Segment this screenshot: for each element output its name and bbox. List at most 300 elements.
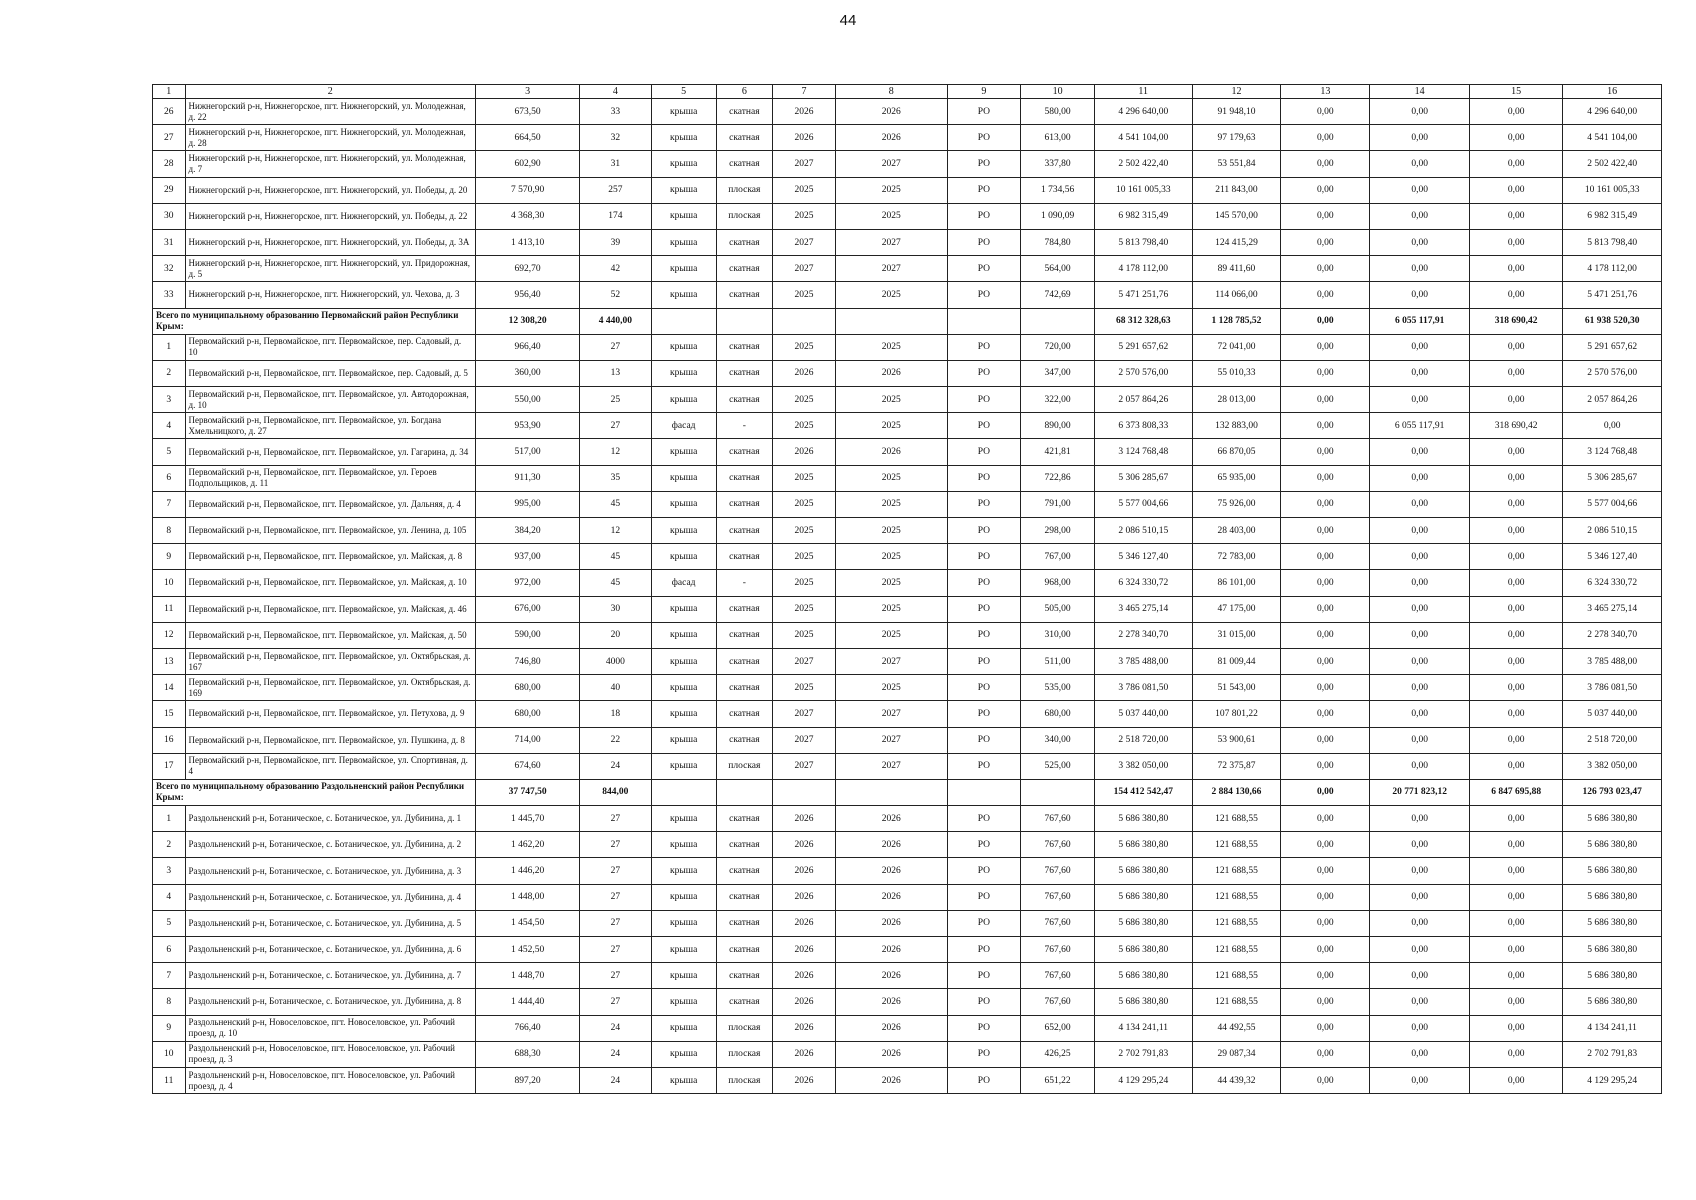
cell-c12: 121 688,55 — [1192, 989, 1281, 1015]
address-cell: Первомайский р-н, Первомайское, пгт. Первомайское, ул. Петухова, д. 9 — [185, 701, 476, 727]
cell-c8: 2025 — [835, 570, 947, 596]
cell-c15: 0,00 — [1470, 937, 1563, 963]
cell-c7: 2025 — [773, 465, 836, 491]
cell-c10: 767,00 — [1021, 544, 1095, 570]
cell-c8: 2025 — [835, 413, 947, 439]
cell-c6: скатная — [716, 439, 772, 465]
cell-c4: 12 — [580, 439, 652, 465]
cell-c7: 2027 — [773, 648, 836, 674]
cell-c7: 2026 — [773, 1067, 836, 1093]
total-cell-c16: 126 793 023,47 — [1563, 779, 1662, 805]
address-cell: Раздольненский р-н, Ботаническое, с. Ботаническое, ул. Дубинина, д. 6 — [185, 937, 476, 963]
cell-c9: РО — [947, 99, 1021, 125]
cell-c11: 5 686 380,80 — [1094, 858, 1192, 884]
cell-c3: 714,00 — [476, 727, 580, 753]
cell-c12: 121 688,55 — [1192, 806, 1281, 832]
row-number: 15 — [153, 701, 186, 727]
table-row — [153, 203, 1662, 229]
row-number: 9 — [153, 1015, 186, 1041]
row-number: 31 — [153, 229, 186, 255]
total-cell-c6 — [716, 779, 772, 805]
cell-c6: плоская — [716, 1041, 772, 1067]
table-row — [153, 596, 1662, 622]
cell-c13: 0,00 — [1281, 570, 1370, 596]
cell-c13: 0,00 — [1281, 884, 1370, 910]
cell-c11: 2 518 720,00 — [1094, 727, 1192, 753]
cell-c12: 121 688,55 — [1192, 963, 1281, 989]
cell-c4: 45 — [580, 544, 652, 570]
cell-c3: 1 462,20 — [476, 832, 580, 858]
cell-c9: РО — [947, 884, 1021, 910]
cell-c4: 24 — [580, 753, 652, 779]
cell-c14: 0,00 — [1370, 439, 1470, 465]
cell-c13: 0,00 — [1281, 203, 1370, 229]
cell-c15: 0,00 — [1470, 806, 1563, 832]
address-cell: Раздольненский р-н, Ботаническое, с. Ботаническое, ул. Дубинина, д. 3 — [185, 858, 476, 884]
cell-c3: 746,80 — [476, 648, 580, 674]
cell-c13: 0,00 — [1281, 491, 1370, 517]
cell-c4: 31 — [580, 151, 652, 177]
row-number: 3 — [153, 387, 186, 413]
cell-c9: РО — [947, 701, 1021, 727]
table-row — [153, 544, 1662, 570]
cell-c10: 298,00 — [1021, 518, 1095, 544]
cell-c4: 257 — [580, 177, 652, 203]
address-cell: Первомайский р-н, Первомайское, пгт. Первомайское, ул. Ленина, д. 105 — [185, 518, 476, 544]
cell-c5: крыша — [651, 282, 716, 308]
cell-c5: крыша — [651, 518, 716, 544]
cell-c6: скатная — [716, 622, 772, 648]
cell-c9: РО — [947, 832, 1021, 858]
cell-c7: 2025 — [773, 282, 836, 308]
cell-c10: 722,86 — [1021, 465, 1095, 491]
row-number: 10 — [153, 570, 186, 596]
table-row — [153, 570, 1662, 596]
cell-c11: 4 134 241,11 — [1094, 1015, 1192, 1041]
cell-c10: 525,00 — [1021, 753, 1095, 779]
table-row — [153, 832, 1662, 858]
row-number: 11 — [153, 1067, 186, 1093]
cell-c5: крыша — [651, 701, 716, 727]
column-number: 3 — [476, 85, 580, 99]
cell-c11: 3 465 275,14 — [1094, 596, 1192, 622]
table-row — [153, 282, 1662, 308]
cell-c9: РО — [947, 910, 1021, 936]
cell-c8: 2026 — [835, 1015, 947, 1041]
cell-c11: 2 570 576,00 — [1094, 360, 1192, 386]
cell-c9: РО — [947, 151, 1021, 177]
cell-c10: 742,69 — [1021, 282, 1095, 308]
cell-c14: 0,00 — [1370, 465, 1470, 491]
table-row — [153, 518, 1662, 544]
cell-c10: 890,00 — [1021, 413, 1095, 439]
cell-c15: 0,00 — [1470, 675, 1563, 701]
total-cell-c14: 6 055 117,91 — [1370, 308, 1470, 334]
cell-c6: скатная — [716, 648, 772, 674]
cell-c13: 0,00 — [1281, 544, 1370, 570]
cell-c9: РО — [947, 1067, 1021, 1093]
row-number: 7 — [153, 963, 186, 989]
cell-c9: РО — [947, 256, 1021, 282]
row-number: 6 — [153, 937, 186, 963]
cell-c8: 2025 — [835, 622, 947, 648]
total-cell-c4: 844,00 — [580, 779, 652, 805]
page-number: 44 — [839, 12, 857, 29]
address-cell: Раздольненский р-н, Новоселовское, пгт. Новоселовское, ул. Рабочий проезд, д. 3 — [185, 1041, 476, 1067]
cell-c3: 956,40 — [476, 282, 580, 308]
row-number: 4 — [153, 413, 186, 439]
cell-c4: 22 — [580, 727, 652, 753]
cell-c9: РО — [947, 648, 1021, 674]
cell-c15: 0,00 — [1470, 832, 1563, 858]
address-cell: Нижнегорский р-н, Нижнегорское, пгт. Нижнегорский, ул. Победы, д. 22 — [185, 203, 476, 229]
cell-c14: 0,00 — [1370, 229, 1470, 255]
cell-c3: 664,50 — [476, 125, 580, 151]
cell-c6: скатная — [716, 360, 772, 386]
cell-c13: 0,00 — [1281, 989, 1370, 1015]
cell-c15: 0,00 — [1470, 203, 1563, 229]
cell-c8: 2027 — [835, 727, 947, 753]
table-row — [153, 125, 1662, 151]
cell-c7: 2025 — [773, 544, 836, 570]
cell-c12: 29 087,34 — [1192, 1041, 1281, 1067]
cell-c16: 4 296 640,00 — [1563, 99, 1662, 125]
cell-c8: 2027 — [835, 701, 947, 727]
column-number: 15 — [1470, 85, 1563, 99]
cell-c4: 27 — [580, 910, 652, 936]
cell-c15: 0,00 — [1470, 518, 1563, 544]
row-number: 17 — [153, 753, 186, 779]
cell-c3: 953,90 — [476, 413, 580, 439]
cell-c10: 651,22 — [1021, 1067, 1095, 1093]
table-row — [153, 989, 1662, 1015]
address-cell: Нижнегорский р-н, Нижнегорское, пгт. Нижнегорский, ул. Придорожная, д. 5 — [185, 256, 476, 282]
cell-c16: 5 686 380,80 — [1563, 832, 1662, 858]
address-cell: Нижнегорский р-н, Нижнегорское, пгт. Нижнегорский, ул. Чехова, д. 3 — [185, 282, 476, 308]
cell-c11: 2 502 422,40 — [1094, 151, 1192, 177]
cell-c13: 0,00 — [1281, 1015, 1370, 1041]
cell-c6: скатная — [716, 491, 772, 517]
cell-c14: 0,00 — [1370, 1015, 1470, 1041]
cell-c4: 45 — [580, 491, 652, 517]
cell-c9: РО — [947, 439, 1021, 465]
cell-c14: 0,00 — [1370, 203, 1470, 229]
cell-c6: скатная — [716, 229, 772, 255]
municipality-total-row — [153, 779, 1662, 805]
cell-c4: 24 — [580, 1067, 652, 1093]
cell-c10: 580,00 — [1021, 99, 1095, 125]
cell-c4: 18 — [580, 701, 652, 727]
address-cell: Первомайский р-н, Первомайское, пгт. Первомайское, ул. Майская, д. 46 — [185, 596, 476, 622]
cell-c3: 590,00 — [476, 622, 580, 648]
column-number: 13 — [1281, 85, 1370, 99]
cell-c13: 0,00 — [1281, 125, 1370, 151]
address-cell: Нижнегорский р-н, Нижнегорское, пгт. Нижнегорский, ул. Молодежная, д. 7 — [185, 151, 476, 177]
cell-c6: скатная — [716, 596, 772, 622]
cell-c11: 5 037 440,00 — [1094, 701, 1192, 727]
column-number: 10 — [1021, 85, 1095, 99]
cell-c8: 2025 — [835, 596, 947, 622]
cell-c11: 5 291 657,62 — [1094, 334, 1192, 360]
cell-c5: крыша — [651, 989, 716, 1015]
cell-c14: 0,00 — [1370, 282, 1470, 308]
cell-c15: 0,00 — [1470, 570, 1563, 596]
cell-c6: скатная — [716, 465, 772, 491]
cell-c5: крыша — [651, 937, 716, 963]
cell-c7: 2026 — [773, 360, 836, 386]
cell-c16: 5 037 440,00 — [1563, 701, 1662, 727]
cell-c3: 1 448,00 — [476, 884, 580, 910]
total-cell-c13: 0,00 — [1281, 308, 1370, 334]
address-cell: Раздольненский р-н, Новоселовское, пгт. Новоселовское, ул. Рабочий проезд, д. 10 — [185, 1015, 476, 1041]
cell-c13: 0,00 — [1281, 282, 1370, 308]
cell-c6: скатная — [716, 884, 772, 910]
cell-c16: 3 382 050,00 — [1563, 753, 1662, 779]
cell-c7: 2027 — [773, 701, 836, 727]
cell-c14: 0,00 — [1370, 518, 1470, 544]
cell-c16: 2 502 422,40 — [1563, 151, 1662, 177]
cell-c16: 5 686 380,80 — [1563, 884, 1662, 910]
cell-c6: скатная — [716, 989, 772, 1015]
cell-c11: 5 686 380,80 — [1094, 884, 1192, 910]
cell-c14: 0,00 — [1370, 910, 1470, 936]
cell-c12: 72 041,00 — [1192, 334, 1281, 360]
cell-c12: 145 570,00 — [1192, 203, 1281, 229]
cell-c7: 2026 — [773, 806, 836, 832]
cell-c7: 2025 — [773, 177, 836, 203]
cell-c5: фасад — [651, 413, 716, 439]
row-number: 16 — [153, 727, 186, 753]
table-row — [153, 439, 1662, 465]
cell-c8: 2027 — [835, 151, 947, 177]
cell-c6: плоская — [716, 1015, 772, 1041]
cell-c14: 0,00 — [1370, 989, 1470, 1015]
cell-c14: 0,00 — [1370, 753, 1470, 779]
address-cell: Первомайский р-н, Первомайское, пгт. Первомайское, ул. Автодорожная, д. 10 — [185, 387, 476, 413]
row-number: 2 — [153, 360, 186, 386]
cell-c14: 0,00 — [1370, 648, 1470, 674]
cell-c11: 4 129 295,24 — [1094, 1067, 1192, 1093]
cell-c3: 766,40 — [476, 1015, 580, 1041]
cell-c12: 107 801,22 — [1192, 701, 1281, 727]
address-cell: Раздольненский р-н, Ботаническое, с. Ботаническое, ул. Дубинина, д. 7 — [185, 963, 476, 989]
table-row — [153, 413, 1662, 439]
cell-c7: 2026 — [773, 1041, 836, 1067]
total-cell-c9 — [947, 779, 1021, 805]
cell-c10: 767,60 — [1021, 884, 1095, 910]
cell-c8: 2025 — [835, 334, 947, 360]
row-number: 29 — [153, 177, 186, 203]
cell-c8: 2025 — [835, 491, 947, 517]
cell-c15: 0,00 — [1470, 622, 1563, 648]
cell-c10: 426,25 — [1021, 1041, 1095, 1067]
table-row — [153, 858, 1662, 884]
cell-c8: 2026 — [835, 439, 947, 465]
capital-repair-table — [152, 84, 1662, 1094]
cell-c11: 3 786 081,50 — [1094, 675, 1192, 701]
cell-c16: 3 124 768,48 — [1563, 439, 1662, 465]
address-cell: Первомайский р-н, Первомайское, пгт. Первомайское, ул. Октябрьская, д. 167 — [185, 648, 476, 674]
cell-c3: 937,00 — [476, 544, 580, 570]
cell-c7: 2027 — [773, 256, 836, 282]
table-row — [153, 622, 1662, 648]
table-row — [153, 334, 1662, 360]
cell-c10: 340,00 — [1021, 727, 1095, 753]
cell-c4: 174 — [580, 203, 652, 229]
cell-c15: 0,00 — [1470, 544, 1563, 570]
cell-c3: 1 413,10 — [476, 229, 580, 255]
cell-c15: 0,00 — [1470, 989, 1563, 1015]
cell-c13: 0,00 — [1281, 465, 1370, 491]
cell-c13: 0,00 — [1281, 701, 1370, 727]
cell-c11: 2 057 864,26 — [1094, 387, 1192, 413]
cell-c8: 2027 — [835, 753, 947, 779]
total-cell-c3: 12 308,20 — [476, 308, 580, 334]
row-number: 5 — [153, 439, 186, 465]
address-cell: Первомайский р-н, Первомайское, пгт. Первомайское, ул. Гагарина, д. 34 — [185, 439, 476, 465]
cell-c3: 1 444,40 — [476, 989, 580, 1015]
cell-c8: 2026 — [835, 360, 947, 386]
cell-c6: скатная — [716, 675, 772, 701]
cell-c5: фасад — [651, 570, 716, 596]
table-row — [153, 806, 1662, 832]
cell-c8: 2025 — [835, 518, 947, 544]
cell-c13: 0,00 — [1281, 937, 1370, 963]
cell-c12: 55 010,33 — [1192, 360, 1281, 386]
cell-c14: 0,00 — [1370, 806, 1470, 832]
cell-c11: 2 278 340,70 — [1094, 622, 1192, 648]
cell-c4: 27 — [580, 413, 652, 439]
cell-c14: 0,00 — [1370, 544, 1470, 570]
cell-c4: 24 — [580, 1015, 652, 1041]
cell-c5: крыша — [651, 1015, 716, 1041]
cell-c10: 767,60 — [1021, 806, 1095, 832]
cell-c6: скатная — [716, 806, 772, 832]
cell-c11: 2 702 791,83 — [1094, 1041, 1192, 1067]
cell-c13: 0,00 — [1281, 99, 1370, 125]
table-row — [153, 387, 1662, 413]
cell-c12: 97 179,63 — [1192, 125, 1281, 151]
cell-c13: 0,00 — [1281, 910, 1370, 936]
cell-c7: 2025 — [773, 518, 836, 544]
row-number: 11 — [153, 596, 186, 622]
cell-c12: 121 688,55 — [1192, 832, 1281, 858]
cell-c5: крыша — [651, 125, 716, 151]
row-number: 4 — [153, 884, 186, 910]
cell-c9: РО — [947, 570, 1021, 596]
column-number: 11 — [1094, 85, 1192, 99]
total-cell-c5 — [651, 779, 716, 805]
table-row — [153, 753, 1662, 779]
total-cell-c7 — [773, 308, 836, 334]
cell-c7: 2026 — [773, 832, 836, 858]
cell-c16: 2 702 791,83 — [1563, 1041, 1662, 1067]
cell-c8: 2025 — [835, 465, 947, 491]
cell-c13: 0,00 — [1281, 832, 1370, 858]
address-cell: Раздольненский р-н, Новоселовское, пгт. Новоселовское, ул. Рабочий проезд, д. 4 — [185, 1067, 476, 1093]
cell-c8: 2026 — [835, 1041, 947, 1067]
cell-c8: 2025 — [835, 177, 947, 203]
cell-c15: 0,00 — [1470, 753, 1563, 779]
cell-c9: РО — [947, 518, 1021, 544]
cell-c5: крыша — [651, 963, 716, 989]
total-cell-c6 — [716, 308, 772, 334]
cell-c5: крыша — [651, 675, 716, 701]
cell-c12: 121 688,55 — [1192, 910, 1281, 936]
cell-c12: 28 013,00 — [1192, 387, 1281, 413]
cell-c11: 5 686 380,80 — [1094, 963, 1192, 989]
cell-c8: 2025 — [835, 544, 947, 570]
table-row — [153, 963, 1662, 989]
cell-c11: 5 686 380,80 — [1094, 937, 1192, 963]
cell-c16: 5 306 285,67 — [1563, 465, 1662, 491]
row-number: 14 — [153, 675, 186, 701]
cell-c6: скатная — [716, 334, 772, 360]
total-cell-c13: 0,00 — [1281, 779, 1370, 805]
cell-c7: 2025 — [773, 596, 836, 622]
cell-c13: 0,00 — [1281, 596, 1370, 622]
cell-c3: 674,60 — [476, 753, 580, 779]
cell-c11: 4 296 640,00 — [1094, 99, 1192, 125]
cell-c3: 517,00 — [476, 439, 580, 465]
row-number: 32 — [153, 256, 186, 282]
cell-c3: 688,30 — [476, 1041, 580, 1067]
table-row — [153, 701, 1662, 727]
total-cell-c5 — [651, 308, 716, 334]
cell-c12: 47 175,00 — [1192, 596, 1281, 622]
cell-c11: 5 813 798,40 — [1094, 229, 1192, 255]
cell-c6: скатная — [716, 937, 772, 963]
cell-c12: 44 439,32 — [1192, 1067, 1281, 1093]
cell-c4: 27 — [580, 858, 652, 884]
cell-c15: 0,00 — [1470, 125, 1563, 151]
table-row — [153, 727, 1662, 753]
cell-c9: РО — [947, 282, 1021, 308]
cell-c15: 0,00 — [1470, 701, 1563, 727]
cell-c3: 897,20 — [476, 1067, 580, 1093]
address-cell: Нижнегорский р-н, Нижнегорское, пгт. Нижнегорский, ул. Победы, д. 3А — [185, 229, 476, 255]
cell-c4: 39 — [580, 229, 652, 255]
cell-c13: 0,00 — [1281, 963, 1370, 989]
cell-c14: 0,00 — [1370, 675, 1470, 701]
total-cell-c8 — [835, 308, 947, 334]
cell-c10: 310,00 — [1021, 622, 1095, 648]
cell-c4: 30 — [580, 596, 652, 622]
cell-c15: 0,00 — [1470, 1067, 1563, 1093]
table-row — [153, 256, 1662, 282]
total-label: Всего по муниципальному образованию Раздольненский район Республики Крым: — [153, 779, 476, 805]
cell-c16: 5 471 251,76 — [1563, 282, 1662, 308]
cell-c14: 0,00 — [1370, 177, 1470, 203]
cell-c5: крыша — [651, 229, 716, 255]
row-number: 7 — [153, 491, 186, 517]
cell-c13: 0,00 — [1281, 675, 1370, 701]
cell-c16: 5 686 380,80 — [1563, 937, 1662, 963]
cell-c15: 0,00 — [1470, 177, 1563, 203]
cell-c16: 4 129 295,24 — [1563, 1067, 1662, 1093]
cell-c16: 5 686 380,80 — [1563, 858, 1662, 884]
cell-c13: 0,00 — [1281, 622, 1370, 648]
row-number: 10 — [153, 1041, 186, 1067]
cell-c12: 86 101,00 — [1192, 570, 1281, 596]
cell-c7: 2026 — [773, 963, 836, 989]
cell-c10: 767,60 — [1021, 910, 1095, 936]
cell-c9: РО — [947, 596, 1021, 622]
cell-c9: РО — [947, 544, 1021, 570]
cell-c12: 65 935,00 — [1192, 465, 1281, 491]
cell-c15: 0,00 — [1470, 910, 1563, 936]
address-cell: Раздольненский р-н, Ботаническое, с. Ботаническое, ул. Дубинина, д. 2 — [185, 832, 476, 858]
